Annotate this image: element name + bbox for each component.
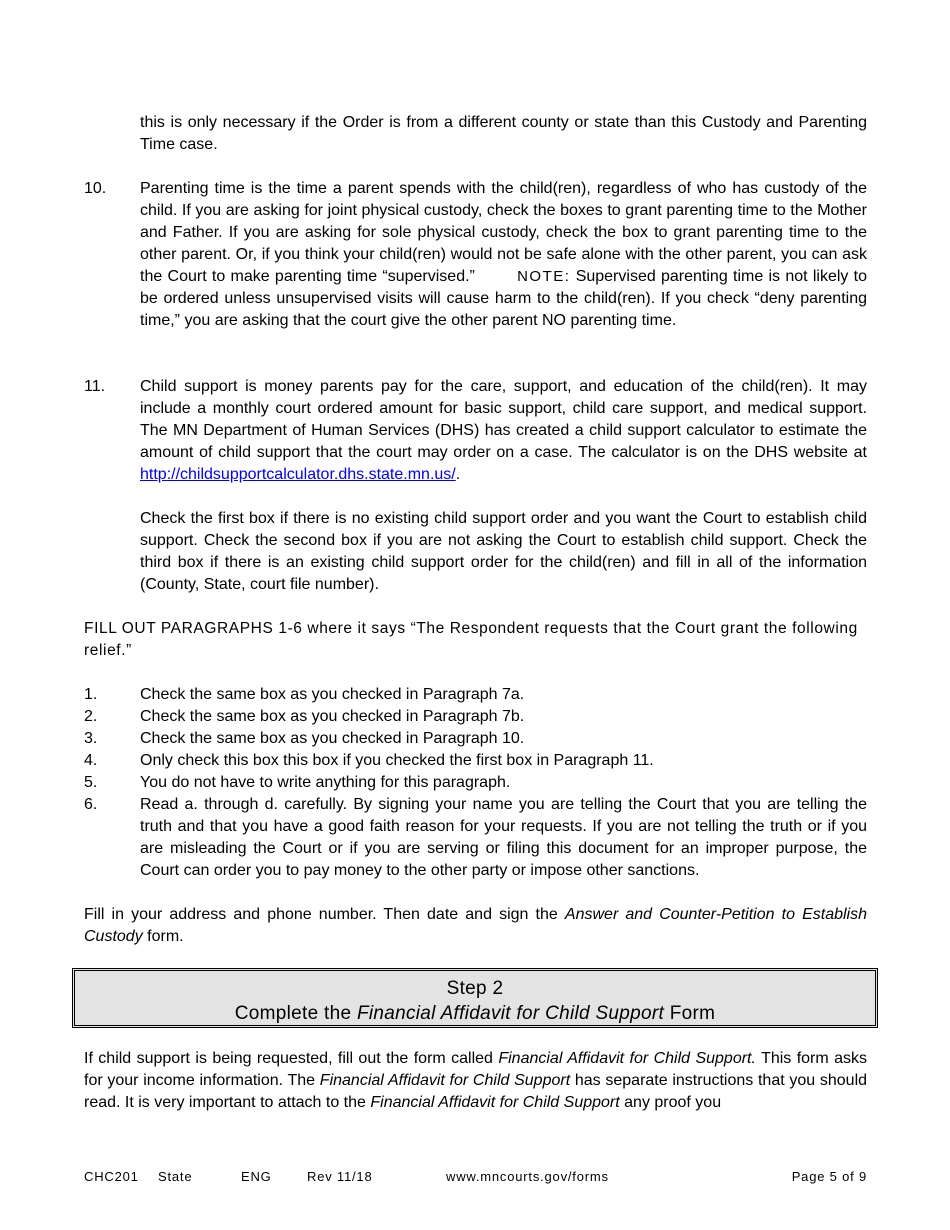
fill-address-text: Fill in your address and phone number. Then date and sign the: [84, 906, 558, 923]
relief-item-text: You do not have to write anything for this paragraph.: [140, 774, 511, 791]
relief-item: [84, 706, 867, 728]
note-label: NOTE:: [517, 268, 571, 285]
step-2-banner: [72, 968, 878, 1028]
step-2-form-name: Financial Affidavit for Child Support: [356, 1003, 665, 1024]
footer-revision: Rev 11/18: [307, 1169, 373, 1184]
final-italic-2: Financial Affidavit for Child Support: [319, 1072, 571, 1089]
item-11-text-main: Child support is money parents pay for the care, support, and education of the child(ren). It may include a monthly court ordered amount for basic support, child care support, and medical support. The MN Department of Human Services (DHS) has created a child support calculator to estimate the amount of child support that the court may order on a case. The calculator is on the DHS website at: [140, 378, 867, 461]
relief-item-number: 6.: [84, 796, 98, 813]
item-11-second-paragraph-text: Check the first box if there is no existing child support order and you want the Court to establish child support. Check the second box if you are not asking the Court to establish child support. Check the third box if there is an existing child support order for the child(ren) and fill in all of the information (County, State, court file number).: [140, 510, 867, 593]
final-italic-3: Financial Affidavit for Child Support: [370, 1094, 620, 1111]
fill-out-heading-text: FILL OUT PARAGRAPHS 1-6 where it says “The Respondent requests that the Court grant the following relief.”: [84, 620, 858, 659]
step-2-title: Step 2: [446, 978, 504, 999]
relief-item: [84, 750, 867, 772]
step-2-subtitle: [75, 1001, 875, 1026]
final-text-2: This form asks for your income information. The: [84, 1050, 867, 1089]
final-text-1: If child support is being requested, fill out the form called: [84, 1050, 493, 1067]
final-text-4: any proof you: [624, 1094, 722, 1111]
relief-item: [84, 794, 867, 882]
relief-item-number: 5.: [84, 774, 98, 791]
relief-item-number: 2.: [84, 708, 98, 725]
item-11-after-link: .: [455, 466, 461, 483]
relief-item-text: Check the same box as you checked in Paragraph 7a.: [140, 686, 525, 703]
relief-item: [84, 684, 867, 706]
footer-state: State: [158, 1169, 193, 1184]
item-11-number: 11.: [84, 378, 106, 395]
relief-item: [84, 728, 867, 750]
item-10-text: [140, 178, 867, 332]
relief-item-number: 4.: [84, 752, 98, 769]
relief-item-text: Check the same box as you checked in Paragraph 7b.: [140, 708, 525, 725]
final-italic-1: Financial Affidavit for Child Support.: [498, 1050, 756, 1067]
intro-continuation: [140, 112, 867, 156]
step-2-suffix: Form: [669, 1003, 716, 1024]
page-footer: [84, 1166, 867, 1186]
item-10-number: 10.: [84, 180, 107, 197]
item-10-text-a: Parenting time is the time a parent spends with the child(ren), regardless of who has custody of the child. If you are asking for joint physical custody, check the boxes to grant parenting time to the Mother and Father. If you are asking for sole physical custody, check the box to grant parenting time to the other parent. Or, if you think your child(ren) would not be safe alone with the other parent, you can ask the Court to make parenting time “supervised.”: [140, 180, 867, 285]
footer-form-code: CHC201: [84, 1169, 139, 1184]
item-11-second-paragraph: [140, 508, 867, 596]
final-text-3: has separate instructions that you should read. It is very important to attach to the: [84, 1072, 868, 1111]
footer-language: ENG: [241, 1169, 272, 1184]
fill-out-heading: [84, 618, 867, 662]
fill-address-paragraph: [84, 904, 867, 948]
fill-address-form-name: Answer and Counter-Petition to Establish Custody: [84, 906, 868, 945]
step-2-prefix: Complete the: [234, 1003, 352, 1024]
item-10: [84, 178, 867, 332]
relief-item-number: 3.: [84, 730, 98, 747]
fill-address-after: form.: [147, 928, 184, 945]
item-10-text-b: Supervised parenting time is not likely to be ordered unless unsupervised visits will cause harm to the child(ren). If you check “deny parenting time,” you are asking that the court give the other parent NO parenting time.: [140, 268, 868, 329]
relief-item-text: Only check this box this box if you checked the first box in Paragraph 11.: [140, 752, 654, 769]
relief-list: [84, 684, 867, 882]
relief-item: [84, 772, 867, 794]
relief-item-text: Read a. through d. carefully. By signing your name you are telling the Court that you are telling the truth and that you have a good faith reason for your requests. If you are not telling the truth or if you are misleading the Court or if you are serving or filing this document for an improper purpose, the Court can order you to pay money to the other party or impose other sanctions.: [140, 796, 867, 879]
relief-item-number: 1.: [84, 686, 98, 703]
item-11-text: [140, 376, 867, 486]
financial-affidavit-paragraph: [84, 1048, 867, 1114]
dhs-calculator-link[interactable]: http://childsupportcalculator.dhs.state.mn.us/: [140, 466, 456, 483]
item-11: [84, 376, 867, 486]
footer-url: www.mncourts.gov/forms: [446, 1169, 609, 1184]
relief-item-text: Check the same box as you checked in Paragraph 10.: [140, 730, 525, 747]
intro-continuation-text: this is only necessary if the Order is from a different county or state than this Custody and Parenting Time case.: [140, 114, 867, 153]
footer-page-number: Page 5 of 9: [791, 1169, 867, 1184]
